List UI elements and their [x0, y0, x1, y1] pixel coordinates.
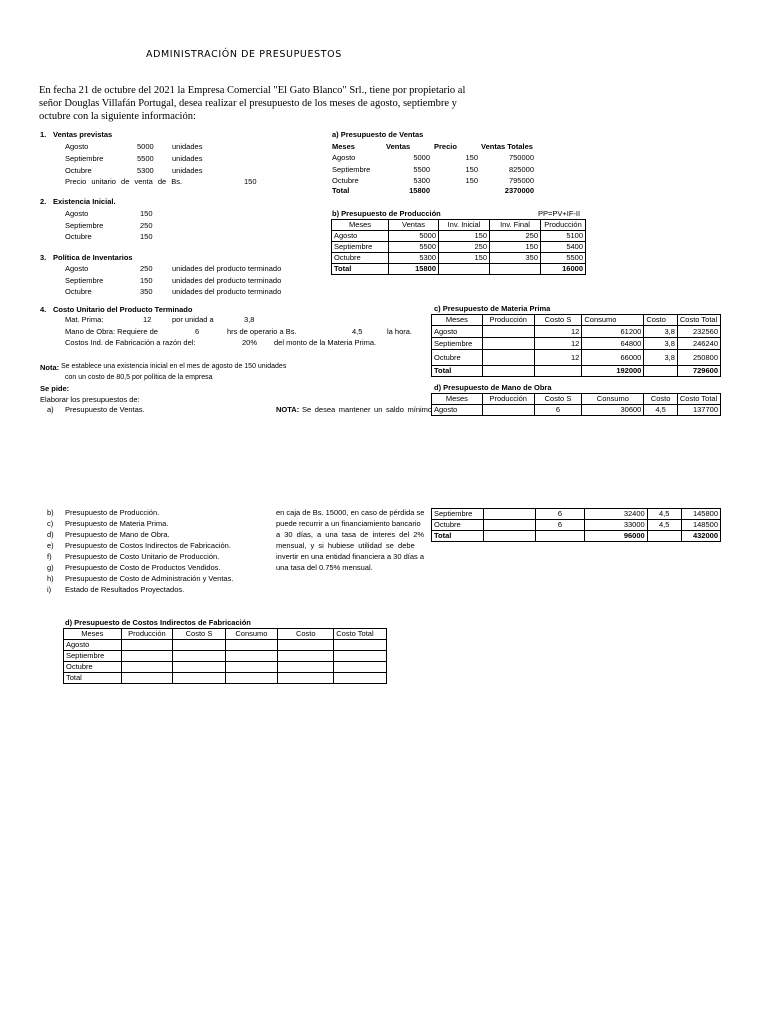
request-letter: c): [47, 519, 54, 528]
overhead-budget-table: [63, 628, 387, 684]
table-a-cell: 150: [465, 165, 478, 174]
table-a-cell: 750000: [508, 153, 534, 162]
table-b-cell: 5300: [389, 253, 439, 264]
table-c-header: Costo S: [534, 315, 582, 326]
table-c-cell: Octubre: [432, 350, 483, 366]
table-e-total: [173, 673, 225, 684]
se-pide-heading: Se pide:: [40, 384, 70, 393]
table-b-total: 16000: [541, 264, 586, 275]
nota2-line: mensual, y si hubiese utilidad se debe: [276, 541, 415, 550]
table-a-cell: 5000: [413, 153, 430, 162]
table-b-cell: 5500: [389, 242, 439, 253]
table-b-formula: PP=PV+IF-II: [538, 209, 581, 218]
table-a-cell: 825000: [508, 165, 534, 174]
table-e-cell: [334, 640, 387, 651]
nota2-first: Se desea mantener un saldo mínimo: [302, 405, 433, 414]
initial-inv-qty: 250: [140, 221, 153, 230]
table-d-title: d) Presupuesto de Mano de Obra: [434, 383, 552, 392]
table-e-header: Producción: [121, 629, 173, 640]
sales-qty: 5000: [137, 142, 154, 151]
table-a-cell: 150: [465, 153, 478, 162]
table-a-header: Ventas Totales: [481, 142, 533, 151]
section1-heading: Ventas previstas: [53, 130, 113, 139]
request-item: Estado de Resultados Proyectados.: [65, 585, 185, 594]
table-b-header: Inv. Inicial: [439, 220, 490, 231]
section4-heading: Costo Unitario del Producto Terminado: [53, 305, 193, 314]
table-e-cell: [334, 662, 387, 673]
table-c-cell: 246240: [677, 338, 720, 350]
table-b-cell: Octubre: [332, 253, 389, 264]
sales-unit: unidades: [172, 154, 203, 163]
table-b-total: [490, 264, 541, 275]
table-d-header: Costo S: [534, 394, 582, 405]
table-c-header: Costo: [644, 315, 678, 326]
sales-month: Septiembre: [65, 154, 104, 163]
table-b-total: [439, 264, 490, 275]
sales-month: Agosto: [65, 142, 89, 151]
table-e-header: Consumo: [225, 629, 278, 640]
cif-desc: del monto de la Materia Prima.: [274, 338, 377, 347]
table-e-cell: [278, 640, 334, 651]
table-d-cell: 32400: [584, 509, 647, 520]
table-c-title: c) Presupuesto de Materia Prima: [434, 304, 551, 313]
initial-inv-month: Octubre: [65, 232, 92, 241]
table-e-header: Costo S: [173, 629, 225, 640]
table-c-header: Consumo: [582, 315, 644, 326]
policy-desc: unidades del producto terminado: [172, 264, 282, 273]
cif-pct: 20%: [242, 338, 258, 347]
table-d-cell: 6: [534, 405, 582, 416]
table-e-cell: [121, 651, 173, 662]
policy-month: Septiembre: [65, 276, 104, 285]
table-e-total: [334, 673, 387, 684]
table-d-header: Costo Total: [677, 394, 720, 405]
section2-heading: Existencia Inicial.: [53, 197, 116, 206]
sales-unit: unidades: [172, 166, 203, 175]
mano-obra-cost: 4,5: [352, 327, 363, 336]
table-b-title: b) Presupuesto de Producción: [332, 209, 441, 218]
table-d-total: [483, 531, 536, 542]
table-c-total: 192000: [582, 366, 644, 377]
table-c-cell: [482, 350, 534, 366]
table-a-cell: Octubre: [332, 176, 359, 185]
table-d-cell: Agosto: [432, 405, 483, 416]
table-e-header: Meses: [64, 629, 122, 640]
table-b-cell: 5400: [541, 242, 586, 253]
table-a-total: Total: [332, 186, 350, 195]
request-letter: e): [47, 541, 54, 550]
table-b-cell: Septiembre: [332, 242, 389, 253]
section2-number: 2.: [40, 197, 47, 206]
intro-line-1: En fecha 21 de octubre del 2021 la Empresa Comercial "El Gato Blanco" Srl., tiene por propietario al: [39, 85, 466, 96]
request-item: Presupuesto de Costo Unitario de Producción.: [65, 552, 220, 561]
table-e-cell: [121, 662, 173, 673]
section1-number: 1.: [40, 130, 47, 139]
policy-month: Agosto: [65, 264, 89, 273]
mano-obra-qty: 6: [195, 327, 200, 336]
request-item: Presupuesto de Ventas.: [65, 405, 145, 414]
nota2-label: NOTA:: [276, 405, 300, 414]
table-d-cell: 148500: [681, 520, 720, 531]
section3-heading: Política de Inventarios: [53, 253, 133, 262]
table-e-total: Total: [64, 673, 122, 684]
policy-desc: unidades del producto terminado: [172, 276, 282, 285]
table-d-header: Producción: [482, 394, 534, 405]
table-e-cell: [173, 651, 225, 662]
table-d-total: [647, 531, 681, 542]
table-c-cell: [482, 338, 534, 350]
table-c-cell: 12: [534, 326, 582, 338]
unit-price-label: Precio unitario de venta de Bs.: [65, 177, 183, 186]
policy-desc: unidades del producto terminado: [172, 287, 282, 296]
nota2-line: una tasa del 0.75% mensual.: [276, 563, 373, 572]
table-c-cell: 61200: [582, 326, 644, 338]
table-c-cell: 66000: [582, 350, 644, 366]
request-item: Presupuesto de Costo de Productos Vendidos.: [65, 563, 221, 572]
table-c-total: [534, 366, 582, 377]
section3-number: 3.: [40, 253, 47, 262]
initial-inv-qty: 150: [140, 209, 153, 218]
policy-qty: 150: [140, 276, 153, 285]
nota-line-2: con un costo de 80,5 por política de la empresa: [65, 374, 213, 381]
table-d-total: 96000: [584, 531, 647, 542]
table-e-cell: [278, 651, 334, 662]
request-item: Presupuesto de Costos Indirectos de Fabricación.: [65, 541, 231, 550]
table-d-cell: 6: [536, 509, 585, 520]
table-a-title: a) Presupuesto de Ventas: [332, 130, 424, 139]
table-d-cell: 4,5: [647, 520, 681, 531]
request-item: Presupuesto de Materia Prima.: [65, 519, 169, 528]
sales-qty: 5500: [137, 154, 154, 163]
table-b-cell: 5000: [389, 231, 439, 242]
mano-obra-unit: hrs de operario a Bs.: [227, 327, 297, 336]
table-c-header: Costo Total: [677, 315, 720, 326]
table-e-cell: Octubre: [64, 662, 122, 673]
table-c-cell: 12: [534, 338, 582, 350]
table-b-cell: 250: [490, 231, 541, 242]
table-e-total: [225, 673, 278, 684]
table-a-header: Ventas: [386, 142, 411, 151]
table-a-cell: 795000: [508, 176, 534, 185]
mat-prima-unit: por unidad a: [172, 315, 214, 324]
table-b-header: Ventas: [389, 220, 439, 231]
table-b-header: Meses: [332, 220, 389, 231]
table-d-total: [536, 531, 585, 542]
table-a-total: 15800: [409, 186, 430, 195]
request-letter: a): [47, 405, 54, 414]
table-e-cell: [225, 651, 278, 662]
table-b-cell: 5100: [541, 231, 586, 242]
table-b-cell: 250: [439, 242, 490, 253]
table-c-header: Meses: [432, 315, 483, 326]
initial-inv-month: Agosto: [65, 209, 89, 218]
table-e-cell: [121, 640, 173, 651]
table-b-cell: 150: [439, 231, 490, 242]
request-item: Presupuesto de Producción.: [65, 508, 160, 517]
table-a-header: Precio: [434, 142, 457, 151]
table-c-cell: 12: [534, 350, 582, 366]
table-a-cell: 150: [465, 176, 478, 185]
table-c-total: Total: [432, 366, 483, 377]
table-c-header: Producción: [482, 315, 534, 326]
table-b-cell: 5500: [541, 253, 586, 264]
table-a-cell: 5300: [413, 176, 430, 185]
table-c-total: [644, 366, 678, 377]
request-item: Presupuesto de Costo de Administración y Ventas.: [65, 574, 234, 583]
table-c-cell: 3,8: [644, 338, 678, 350]
nota-line-1: Se establece una existencia inicial en el mes de agosto de 150 unidades: [61, 363, 287, 370]
table-e-cell: Agosto: [64, 640, 122, 651]
table-a-total: 2370000: [504, 186, 534, 195]
sales-qty: 5300: [137, 166, 154, 175]
table-d-cell: 33000: [584, 520, 647, 531]
table-d-cell: Octubre: [432, 520, 484, 531]
table-d-cell: 145800: [681, 509, 720, 520]
request-item: Presupuesto de Mano de Obra.: [65, 530, 170, 539]
sales-unit: unidades: [172, 142, 203, 151]
section4-number: 4.: [40, 305, 47, 314]
table-d-cell: 137700: [677, 405, 720, 416]
raw-material-budget-table: [431, 314, 721, 377]
table-c-cell: Septiembre: [432, 338, 483, 350]
table-d-total: 432000: [681, 531, 720, 542]
table-c-cell: 250800: [677, 350, 720, 366]
table-e-cell: [278, 662, 334, 673]
nota2-line: invertir en una entidad financiera a 30 días a: [276, 552, 425, 561]
policy-month: Octubre: [65, 287, 92, 296]
mat-prima-qty: 12: [143, 315, 152, 324]
request-letter: f): [47, 552, 52, 561]
nota2-line: puede recurrir a un financiamiento bancario: [276, 519, 421, 528]
sales-month: Octubre: [65, 166, 92, 175]
table-e-cell: [334, 651, 387, 662]
table-d-total: Total: [432, 531, 484, 542]
intro-line-3: octubre con la siguiente información:: [39, 111, 196, 122]
table-d-cell: [483, 509, 536, 520]
table-b-cell: 150: [490, 242, 541, 253]
table-d-header: Costo: [644, 394, 678, 405]
table-c-total: [482, 366, 534, 377]
cif-label: Costos Ind. de Fabricación a razón del:: [65, 338, 196, 347]
table-b-header: Producción: [541, 220, 586, 231]
table-d-cell: [482, 405, 534, 416]
labor-budget-table-bottom: [431, 508, 721, 542]
table-e-title: d) Presupuesto de Costos Indirectos de Fabricación: [65, 618, 251, 627]
table-a-cell: 5500: [413, 165, 430, 174]
table-e-cell: [173, 662, 225, 673]
table-b-cell: Agosto: [332, 231, 389, 242]
table-e-cell: [225, 640, 278, 651]
unit-price-value: 150: [244, 177, 257, 186]
table-e-cell: [173, 640, 225, 651]
production-budget-table: [331, 219, 586, 275]
table-a-cell: Septiembre: [332, 165, 371, 174]
table-c-cell: 232560: [677, 326, 720, 338]
mat-prima-cost: 3,8: [244, 315, 255, 324]
table-a-header: Meses: [332, 142, 355, 151]
request-letter: h): [47, 574, 54, 583]
table-e-cell: [225, 662, 278, 673]
nota2-line: en caja de Bs. 15000, en caso de pérdida se: [276, 508, 425, 517]
mat-prima-label: Mat. Prima:: [65, 315, 104, 324]
table-e-total: [121, 673, 173, 684]
table-b-total: Total: [332, 264, 389, 275]
table-c-cell: 3,8: [644, 350, 678, 366]
nota-label: Nota:: [40, 363, 60, 372]
nota2-line: a 30 días, a una tasa de interes del 2%: [276, 530, 425, 539]
mano-obra-label: Mano de Obra: Requiere de: [65, 327, 158, 336]
table-e-total: [278, 673, 334, 684]
table-d-cell: [483, 520, 536, 531]
request-letter: b): [47, 508, 54, 517]
table-b-cell: 350: [490, 253, 541, 264]
table-d-header: Meses: [432, 394, 483, 405]
table-b-cell: 150: [439, 253, 490, 264]
request-letter: g): [47, 563, 54, 572]
table-d-cell: 6: [536, 520, 585, 531]
table-a-cell: Agosto: [332, 153, 356, 162]
initial-inv-qty: 150: [140, 232, 153, 241]
table-d-cell: Septiembre: [432, 509, 484, 520]
intro-line-2: señor Douglas Villafán Portugal, desea realizar el presupuesto de los meses de agosto, septiembre y: [39, 98, 457, 109]
initial-inv-month: Septiembre: [65, 221, 104, 230]
table-c-cell: 3,8: [644, 326, 678, 338]
table-c-cell: 64800: [582, 338, 644, 350]
table-c-cell: Agosto: [432, 326, 483, 338]
table-e-cell: Septiembre: [64, 651, 122, 662]
policy-qty: 350: [140, 287, 153, 296]
labor-budget-table-top: [431, 393, 721, 416]
table-b-total: 15800: [389, 264, 439, 275]
table-c-total: 729600: [677, 366, 720, 377]
table-d-cell: 30600: [582, 405, 644, 416]
page-title: ADMINISTRACIÓN DE PRESUPUESTOS: [146, 49, 342, 60]
se-pide-intro: Elaborar los presupuestos de:: [40, 395, 140, 404]
table-d-cell: 4,5: [644, 405, 678, 416]
table-d-cell: 4,5: [647, 509, 681, 520]
table-c-cell: [482, 326, 534, 338]
table-e-header: Costo: [278, 629, 334, 640]
request-letter: i): [47, 585, 52, 594]
mano-obra-per: la hora.: [387, 327, 413, 336]
table-e-header: Costo Total: [334, 629, 387, 640]
policy-qty: 250: [140, 264, 153, 273]
table-d-header: Consumo: [582, 394, 644, 405]
table-b-header: Inv. Final: [490, 220, 541, 231]
request-letter: d): [47, 530, 54, 539]
